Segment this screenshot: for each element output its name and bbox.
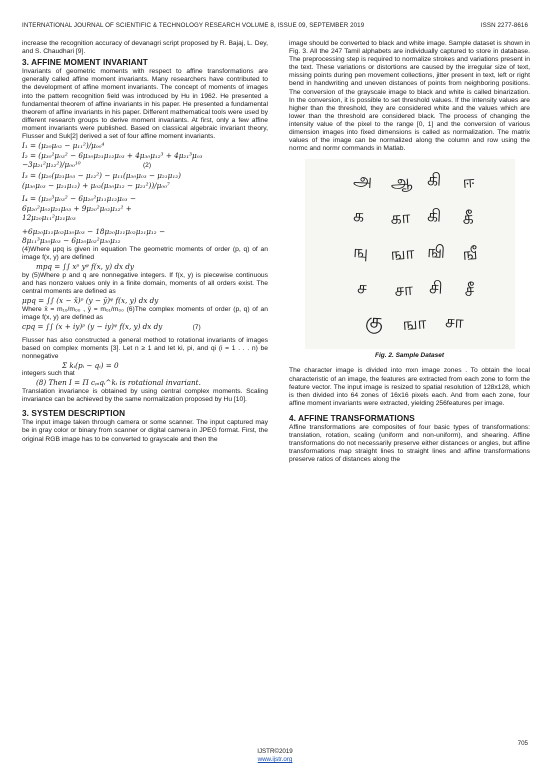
section-heading-affine: 3. AFFINE MOMENT INVARIANT bbox=[22, 58, 148, 68]
issn: ISSN 2277-8616 bbox=[480, 22, 528, 29]
zoning-paragraph: The character image is divided into mxn image zones . To obtain the local characteristic of an image, the features are extracted from each zone to form the feature vector. The input image is resized to spatial resolution of 128x128, which is then divided into 64 zones of 16x16 pixels each. And from each zone, four affine moment invariants were extracted, yielding 256features per image. bbox=[289, 367, 530, 407]
journal-title: INTERNATIONAL JOURNAL OF SCIENTIFIC & TECHNOLOGY RESEARCH VOLUME 8, ISSUE 09, SEPTEMBER 2019 bbox=[22, 22, 365, 29]
glyph-0: அ bbox=[352, 170, 373, 192]
equation-i4-line3: 12μ₂₀μ₁₁²μ₂₁μ₀₃ bbox=[22, 213, 76, 223]
equation-number-2: (2) bbox=[142, 162, 152, 170]
figure-caption: Fig. 2. Sample Dataset bbox=[375, 352, 444, 360]
equation-i2-line1: I₂ = (μ₃₀²μ₀₃² − 6μ₃₀μ₂₁μ₁₂μ₀₃ + 4μ₃₀μ₁₂³ + 4μ₂₁³μ₀₃ bbox=[22, 150, 203, 160]
section-heading-transformations: 4. AFFINE TRANSFORMATIONS bbox=[289, 413, 415, 423]
system-paragraph: The input image taken through camera or some scanner. The input captured may be in gray color or binary from scanner or digital camera in JPEG format. First, the original RGB image has to be converted to grayscale and then the bbox=[22, 419, 268, 443]
glyph-17: ஙா bbox=[401, 313, 427, 336]
journal-url[interactable]: www.ijstr.org bbox=[257, 756, 293, 763]
glyph-11: ஙீ bbox=[461, 244, 478, 266]
equation-i4-line5: 8μ₁₁³μ₃₀μ₀₃ − 6μ₂₀μ₀₂²μ₃₀μ₁₂ bbox=[22, 236, 121, 246]
glyph-4: க bbox=[352, 206, 365, 227]
glyph-7: கீ bbox=[461, 208, 474, 230]
by-paragraph: by (5)Where p and q are nonnegative integers. If f(x, y) is piecewise continuous and has nonzero values only in a finite domain, moments of all orders exist. The central moments are defined as bbox=[22, 271, 268, 296]
page-number: 705 bbox=[517, 740, 528, 747]
equation-number-7: (7) bbox=[192, 323, 201, 331]
equation-5: mpq = ∫∫ xᵖ yᵠ f(x, y) dx dy bbox=[36, 262, 134, 272]
left-column bbox=[22, 40, 268, 444]
xbar-paragraph: Where x̄ = m₁₀/m₀₀ , ȳ = m₀₁/m₀₀ (6)The complex moments of order (p, q) of an image f(x, y) are defined as bbox=[22, 305, 268, 321]
glyph-2: கி bbox=[426, 170, 442, 192]
translation-paragraph: Translation invariance is obtained by using central complex moments. Scaling invariance can be achieved by the same normalization proposed by Hu [10]. bbox=[22, 388, 268, 404]
glyph-6: கி bbox=[426, 206, 442, 228]
equation-7: cpq = ∫∫ (x + iy)ᵖ (y − iy)ᵠ f(x, y) dx dy bbox=[22, 321, 163, 331]
equation-8: Σ kᵢ(pᵢ − qᵢ) = 0 bbox=[62, 360, 119, 370]
affine-paragraph: Invariants of geometric moments with respect to affine transformations are generally called affine moment invariants. Many researchers have contributed to the development of affine moment invariants. The concept of moments of images into the pattern recognition field was introduced by Hu in 1962. He presented a fundamental theorem of affine invariants in his paper. He presented a fundamental theorem of affine invariants in his paper. Different mathematical tools were used by different research groups to derive moment invariants. At first, only a few affine moment invariants were published. Based on classical algebraic invariant theory, Flusser and Suk[2] derived a set of four affine moment invariants. bbox=[22, 68, 268, 141]
glyph-18: சா bbox=[444, 312, 464, 334]
where-paragraph: (4)Where μpq is given in equation The geometric moments of order (p, q) of an image f(x, y) are defined bbox=[22, 246, 268, 262]
page-footer bbox=[0, 748, 550, 764]
transformations-paragraph: Affine transformations are composites of four basic types of transformations: translation, rotation, scaling (uniform and non-uniform), and shearing. Affine transformations do not necessarily preserve either distances or angles, but affine transformations map straight lines to straight lines and affine transformations preserve ratios of distances along the bbox=[289, 423, 530, 464]
section-heading-system: 3. SYSTEM DESCRIPTION bbox=[22, 409, 126, 419]
glyph-1: ஆ bbox=[389, 171, 413, 194]
equation-i2-line2 bbox=[22, 160, 268, 171]
equation-7-row bbox=[22, 322, 268, 333]
copyright: IJSTR©2019 bbox=[257, 748, 293, 755]
intro-paragraph: increase the recognition accuracy of devanagri script proposed by R. Bajaj, L. Dey, and S. Chaudhari [9]. bbox=[22, 40, 268, 56]
equation-i3-line2: (μ₃₀μ₀₃ − μ₂₁μ₁₂) + μ₀₂(μ₃₀μ₁₂ − μ₂₁²))/μ₀₀⁷ bbox=[22, 180, 170, 190]
equation-i4-line1: I₄ = (μ₂₀³μ₀₃² − 6μ₂₀²μ₁₁μ₁₂μ₀₃ − bbox=[22, 194, 136, 204]
equation-i4-line4: +6μ₂₀μ₁₁μ₀₂μ₃₀μ₀₃ − 18μ₂₀μ₁₁μ₀₂μ₂₁μ₁₂ − bbox=[22, 226, 165, 236]
glyph-12: ச bbox=[356, 278, 367, 299]
glyph-15: சீ bbox=[463, 280, 475, 302]
flusser-paragraph: Flusser has also constructed a general method to rotational invariants of images based on complex moments [3]. Let n ≥ 1 and let ki, pi, and qi (i = 1 . . . n) be nonnegative bbox=[22, 336, 268, 360]
glyph-9: ஙா bbox=[389, 243, 415, 266]
equation-i4-line2: 6μ₂₀²μ₀₂μ₂₁μ₀₃ + 9μ₂₀²μ₀₂μ₁₂² + bbox=[22, 203, 132, 213]
preprocessing-paragraph: image should be converted to black and white image. Sample dataset is shown in Fig. 3. All the 247 Tamil alphabets are individually captured to store in database. The preprocessing step is required to normalize strokes and variations present in the text. These variations or distortions are caused by the irregular size of text, missing points during pen movement collections, jitter present in text, left or right bend in handwriting and uneven distances of points from neighboring positions. The conversion of the grayscale image to black and white is called binarization. In the conversion, it is possible to set threshold values. If the intensity values are higher than the threshold, they are considered white and the values which are lower than the threshold are considered black. The process of changing the intensity value of the pixel to the range [0, 1] and the conversion of various dimension images into fixed dimensions is called as normalization. The matrix values of the image can be normalized along the column and row using the normc and normr commands in Matlab. bbox=[289, 40, 530, 153]
equation-9: (8) Then I = Π cₚᵢqᵢ^kᵢ is rotational invariant. bbox=[36, 378, 201, 388]
glyph-3: ஈ bbox=[461, 172, 475, 194]
glyph-5: கா bbox=[389, 207, 411, 230]
glyph-14: சி bbox=[428, 278, 443, 300]
equation-i3-line1: I₃ = (μ₂₀(μ₂₁μ₀₃ − μ₁₂²) − μ₁₁(μ₃₀μ₀₃ − μ₂₁μ₁₂) bbox=[22, 170, 181, 180]
right-column bbox=[289, 40, 530, 464]
equation-i2-tail: −3μ₂₁²μ₁₂²)/μ₀₀¹⁰ bbox=[22, 160, 81, 170]
glyph-16: கு bbox=[364, 308, 384, 334]
equation-i1: I₁ = (μ₂₀μ₀₂ − μ₁₁²)/μ₀₀⁴ bbox=[22, 141, 105, 151]
integers-paragraph: integers such that bbox=[22, 370, 75, 378]
glyph-10: ஙி bbox=[426, 242, 446, 264]
sample-dataset-figure bbox=[305, 159, 515, 349]
glyph-8: ஙு bbox=[352, 242, 369, 264]
glyph-13: சா bbox=[393, 280, 414, 302]
equation-6: μpq = ∫∫ (x − x̄)ᵖ (y − ȳ)ᵠ f(x, y) dx dy bbox=[22, 296, 159, 306]
handwritten-glyph-grid bbox=[305, 159, 515, 349]
